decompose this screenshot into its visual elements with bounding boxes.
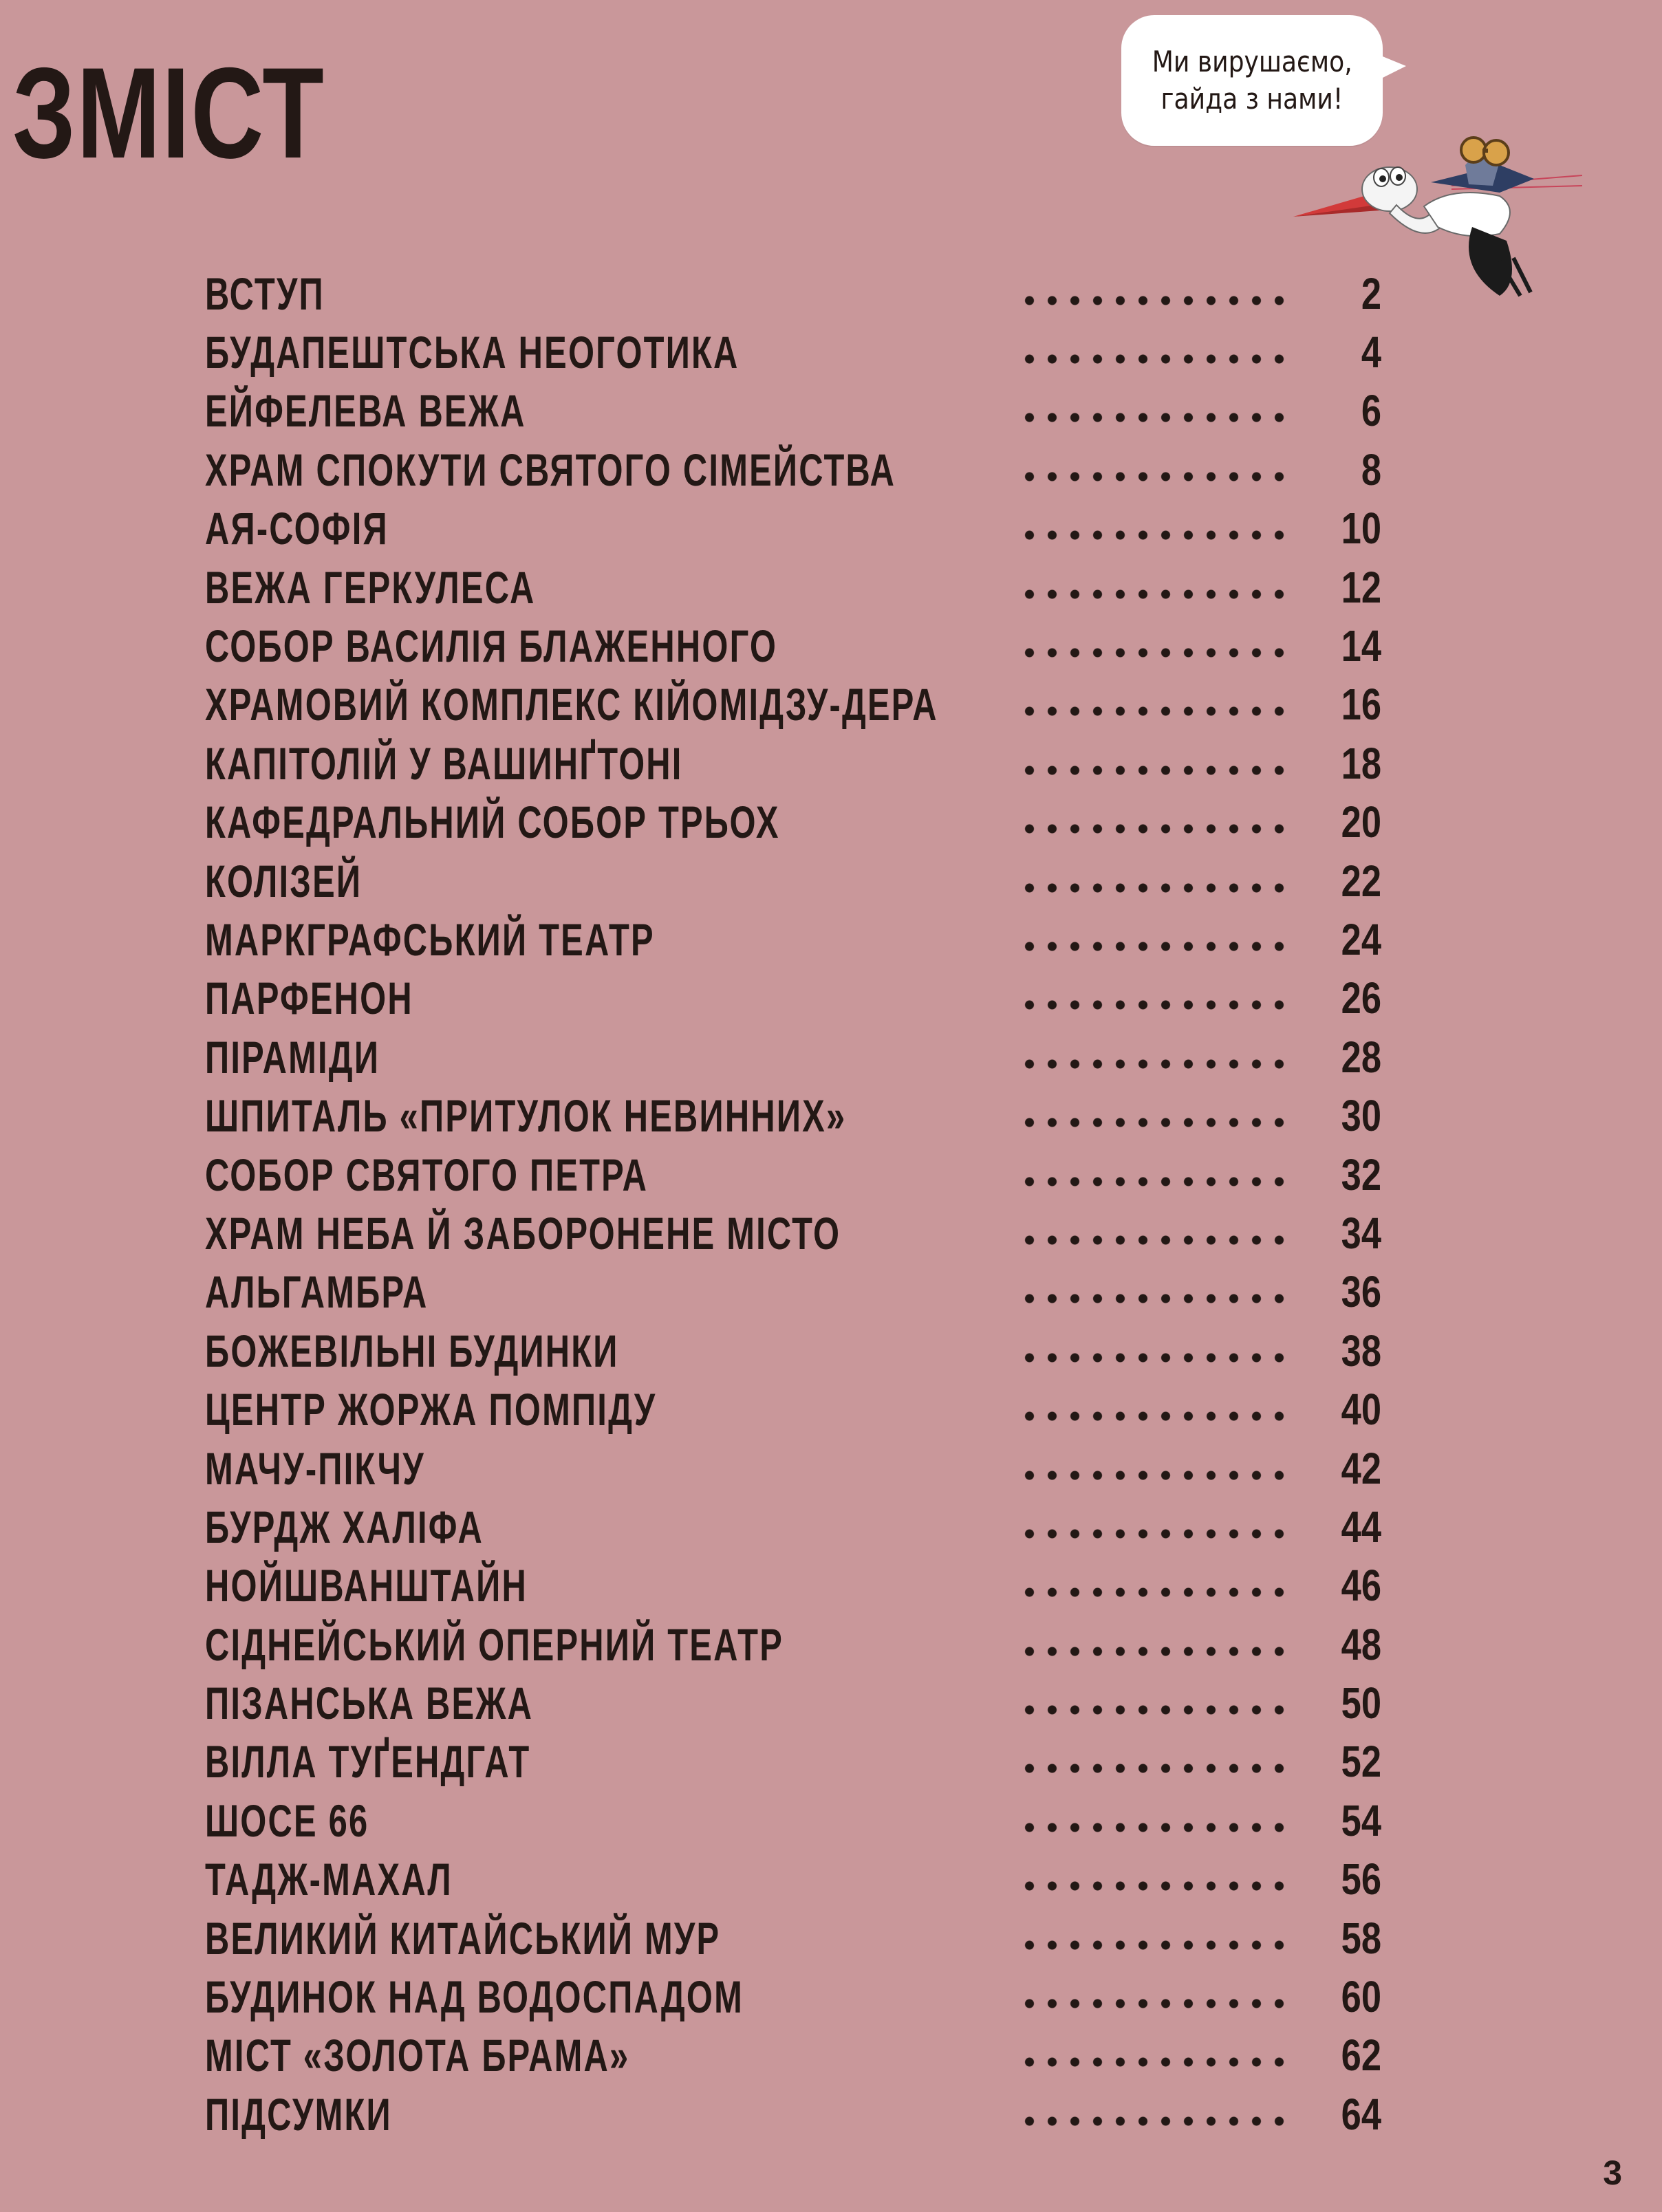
toc-entry-page: 14 [1341,621,1381,671]
dot-leader [1017,1647,1291,1656]
toc-entry-page: 32 [1341,1149,1381,1200]
toc-entry-page: 34 [1341,1208,1381,1258]
toc-entry[interactable] [205,1263,1381,1321]
toc-entry-title: СОБОР СВЯТОГО ПЕТРА [205,1149,649,1200]
toc-entry-title: ПІРАМІДИ [205,1031,380,1083]
toc-entry[interactable] [205,323,1381,381]
toc-entry-title: СІДНЕЙСЬКИЙ ОПЕРНИЙ ТЕАТР [205,1618,784,1670]
dot-leader [1017,1118,1291,1127]
toc-entry-title: ВЕЖА ГЕРКУЛЕСА [205,561,536,613]
toc-entry-title: НОЙШВАНШТАЙН [205,1560,528,1612]
table-of-contents [205,264,1381,2144]
toc-entry[interactable] [205,440,1381,499]
toc-entry-page: 12 [1341,562,1381,612]
dot-leader [1017,706,1291,716]
dot-leader [1017,1353,1291,1363]
dot-leader [1017,942,1291,951]
dot-leader [1017,472,1291,481]
toc-entry-title: ВСТУП [205,268,325,319]
toc-entry[interactable] [205,616,1381,675]
toc-entry-title: ХРАМОВИЙ КОМПЛЕКС КІЙОМІДЗУ-ДЕРА [205,679,938,730]
toc-entry-title: БУДАПЕШТСЬКА НЕОГОТИКА [205,327,740,378]
toc-entry-title: АЯ-СОФІЯ [205,503,389,554]
toc-entry-page: 6 [1361,386,1381,436]
toc-entry[interactable] [205,382,1381,440]
dot-leader [1017,1411,1291,1421]
toc-entry-title: ВЕЛИКИЙ КИТАЙСЬКИЙ МУР [205,1912,721,1964]
toc-entry-page: 64 [1341,2089,1381,2139]
toc-entry-page: 46 [1341,1561,1381,1611]
toc-entry-page: 30 [1341,1091,1381,1141]
dot-leader [1017,1059,1291,1069]
toc-entry[interactable] [205,1497,1381,1556]
toc-entry-title: БОЖЕВІЛЬНІ БУДИНКИ [205,1325,619,1376]
toc-entry-page: 62 [1341,2030,1381,2081]
toc-entry-page: 4 [1361,327,1381,378]
toc-entry[interactable] [205,852,1381,910]
toc-entry[interactable] [205,1733,1381,1791]
toc-entry[interactable] [205,1967,1381,2026]
toc-entry-page: 50 [1341,1678,1381,1728]
toc-entry-title: МАЧУ-ПІКЧУ [205,1442,425,1494]
dot-leader [1017,824,1291,834]
dot-leader [1017,2057,1291,2067]
dot-leader [1017,1881,1291,1891]
toc-entry[interactable] [205,558,1381,616]
page-number: 3 [1603,2154,1622,2192]
toc-entry[interactable] [205,1380,1381,1438]
dot-leader [1017,1705,1291,1715]
dot-leader [1017,1177,1291,1186]
toc-entry-page: 52 [1341,1737,1381,1787]
toc-entry[interactable] [205,1615,1381,1673]
toc-entry-title: СОБОР ВАСИЛІЯ БЛАЖЕННОГО [205,620,778,672]
toc-entry[interactable] [205,1850,1381,1909]
toc-entry-page: 20 [1341,797,1381,847]
toc-entry-page: 28 [1341,1032,1381,1082]
dot-leader [1017,883,1291,893]
toc-entry-title: ХРАМ НЕБА Й ЗАБОРОНЕНЕ МІСТО [205,1207,841,1259]
toc-entry[interactable] [205,1145,1381,1204]
toc-entry-title: ЦЕНТР ЖОРЖА ПОМПІДУ [205,1384,657,1435]
toc-entry[interactable] [205,1791,1381,1850]
toc-entry[interactable] [205,1439,1381,1497]
toc-entry-page: 18 [1341,738,1381,788]
dot-leader [1017,530,1291,540]
toc-entry[interactable] [205,2085,1381,2143]
toc-entry-page: 58 [1341,1913,1381,1963]
toc-entry[interactable] [205,1028,1381,1086]
dot-leader [1017,1000,1291,1010]
toc-entry[interactable] [205,910,1381,968]
speech-bubble-line-2: гайда з нами! [1161,82,1343,116]
dot-leader [1017,1529,1291,1539]
toc-entry-page: 44 [1341,1501,1381,1552]
toc-entry[interactable] [205,1204,1381,1262]
toc-entry[interactable] [205,1321,1381,1380]
toc-entry-page: 42 [1341,1443,1381,1493]
dot-leader [1017,1235,1291,1245]
toc-entry-title: ТАДЖ-МАХАЛ [205,1854,453,1905]
toc-entry[interactable] [205,2026,1381,2085]
toc-entry-title: ПІДСУМКИ [205,2088,392,2140]
dot-leader [1017,1471,1291,1480]
toc-entry-title: КАФЕДРАЛЬНИЙ СОБОР ТРЬОХ [205,796,780,848]
toc-entry-title: МІСТ «ЗОЛОТА БРАМА» [205,2030,630,2081]
toc-entry-page: 24 [1341,914,1381,964]
toc-entry[interactable] [205,1557,1381,1615]
toc-entry-page: 40 [1341,1385,1381,1435]
toc-entry[interactable] [205,1673,1381,1732]
toc-entry-title: ВІЛЛА ТУҐЕНДГАТ [205,1736,531,1788]
toc-entry-title: БУРДЖ ХАЛІФА [205,1501,484,1552]
dot-leader [1017,1764,1291,1773]
dot-leader [1017,1294,1291,1303]
toc-entry-title: ШОСЕ 66 [205,1794,369,1846]
dot-leader [1017,766,1291,775]
page-title: ЗМІСТ [12,41,325,185]
toc-entry[interactable] [205,1086,1381,1145]
toc-entry-title: БУДИНОК НАД ВОДОСПАДОМ [205,1971,744,2023]
toc-entry[interactable] [205,264,1381,323]
toc-entry[interactable] [205,1909,1381,1967]
dot-leader [1017,296,1291,305]
dot-leader [1017,354,1291,364]
toc-entry-page: 2 [1361,268,1381,318]
dot-leader [1017,2116,1291,2126]
dot-leader [1017,413,1291,422]
toc-entry-title: КОЛІЗЕЙ [205,855,363,907]
toc-entry[interactable] [205,734,1381,792]
dot-leader [1017,1999,1291,2008]
toc-entry-title: ХРАМ СПОКУТИ СВЯТОГО СІМЕЙСТВА [205,444,896,495]
toc-entry-title: КАПІТОЛІЙ У ВАШИНҐТОНІ [205,737,683,789]
toc-entry-page: 22 [1341,856,1381,906]
dot-leader [1017,1940,1291,1950]
dot-leader [1017,1587,1291,1597]
toc-entry[interactable] [205,793,1381,852]
toc-entry-page: 48 [1341,1619,1381,1669]
toc-entry-page: 16 [1341,680,1381,730]
toc-entry-title: МАРКГРАФСЬКИЙ ТЕАТР [205,913,655,965]
toc-entry-page: 26 [1341,973,1381,1023]
toc-entry-title: ПАРФЕНОН [205,973,413,1024]
toc-entry-page: 10 [1341,503,1381,554]
toc-entry[interactable] [205,499,1381,558]
toc-entry-title: ШПИТАЛЬ «ПРИТУЛОК НЕВИННИХ» [205,1090,847,1142]
toc-entry-title: ПІЗАНСЬКА ВЕЖА [205,1678,534,1729]
dot-leader [1017,1823,1291,1832]
toc-entry-page: 60 [1341,1972,1381,2022]
dot-leader [1017,589,1291,599]
toc-entry-title: ЕЙФЕЛЕВА ВЕЖА [205,385,526,437]
dot-leader [1017,648,1291,658]
toc-entry-page: 54 [1341,1795,1381,1845]
toc-entry-page: 56 [1341,1854,1381,1905]
toc-entry[interactable] [205,675,1381,734]
toc-entry-page: 36 [1341,1267,1381,1317]
speech-bubble-line-1: Ми вирушаємо, [1152,45,1352,79]
toc-entry-page: 8 [1361,444,1381,495]
toc-entry-page: 38 [1341,1325,1381,1376]
toc-entry-title: АЛЬГАМБРА [205,1266,429,1318]
toc-entry[interactable] [205,969,1381,1028]
